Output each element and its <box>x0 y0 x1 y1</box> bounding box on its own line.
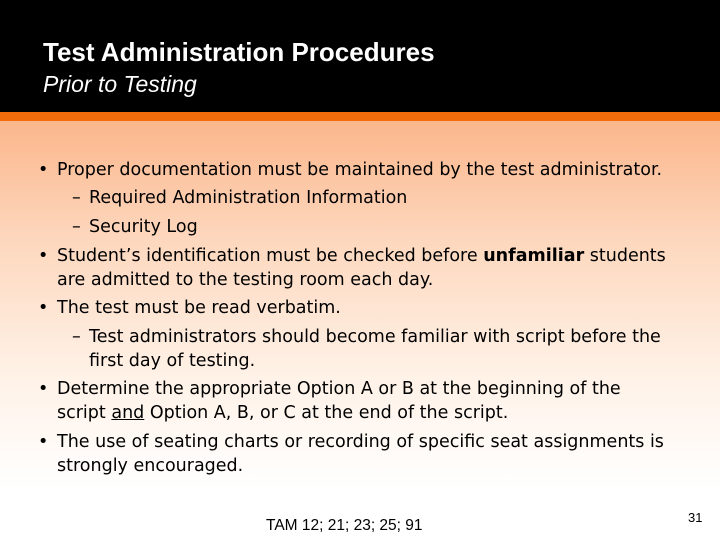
dash-icon: – <box>72 327 81 347</box>
bullet-1-sub-2: Security Log <box>89 217 198 237</box>
slide-title: Test Administration Procedures <box>43 37 435 67</box>
bullet-2-line-1 <box>57 244 666 268</box>
bullet-5-line-1: The use of seating charts or recording of specific seat assignments is <box>57 432 664 452</box>
footer-reference: TAM 12; 21; 23; 25; 91 <box>266 517 423 534</box>
bullet-icon: • <box>38 432 49 452</box>
bullet-4-text-pre: script <box>57 403 112 423</box>
bullet-3-text: The test must be read verbatim. <box>57 298 341 318</box>
bullet-3-sub-1-line-1: Test administrators should become familiar with script before the <box>89 327 661 347</box>
bullet-4-line-1: Determine the appropriate Option A or B at the beginning of the <box>57 379 621 399</box>
page-number: 31 <box>688 510 703 525</box>
bullet-2-bold-word: unfamiliar <box>483 246 585 266</box>
bullet-icon: • <box>38 160 49 180</box>
bullet-2-line-2: are admitted to the testing room each day. <box>57 270 434 290</box>
bullet-3-sub-1-line-2: first day of testing. <box>89 351 256 371</box>
bullet-icon: • <box>38 298 49 318</box>
bullet-2-text-pre: Student’s identification must be checked before <box>57 246 484 266</box>
bullet-1-text: Proper documentation must be maintained by the test administrator. <box>57 160 663 180</box>
bullet-2-text-post: students <box>584 246 666 266</box>
dash-icon: – <box>72 217 81 237</box>
bullet-5-line-2: strongly encouraged. <box>57 456 244 476</box>
bullet-icon: • <box>38 246 49 266</box>
bullet-4-underlined-word: and <box>111 403 145 423</box>
dash-icon: – <box>72 188 81 208</box>
bullet-4-text-post: Option A, B, or C at the end of the script. <box>144 403 509 423</box>
bullet-4-line-2 <box>57 401 508 425</box>
slide-subtitle: Prior to Testing <box>43 71 197 97</box>
bullet-icon: • <box>38 379 49 399</box>
bullet-1-sub-1: Required Administration Information <box>89 188 408 208</box>
